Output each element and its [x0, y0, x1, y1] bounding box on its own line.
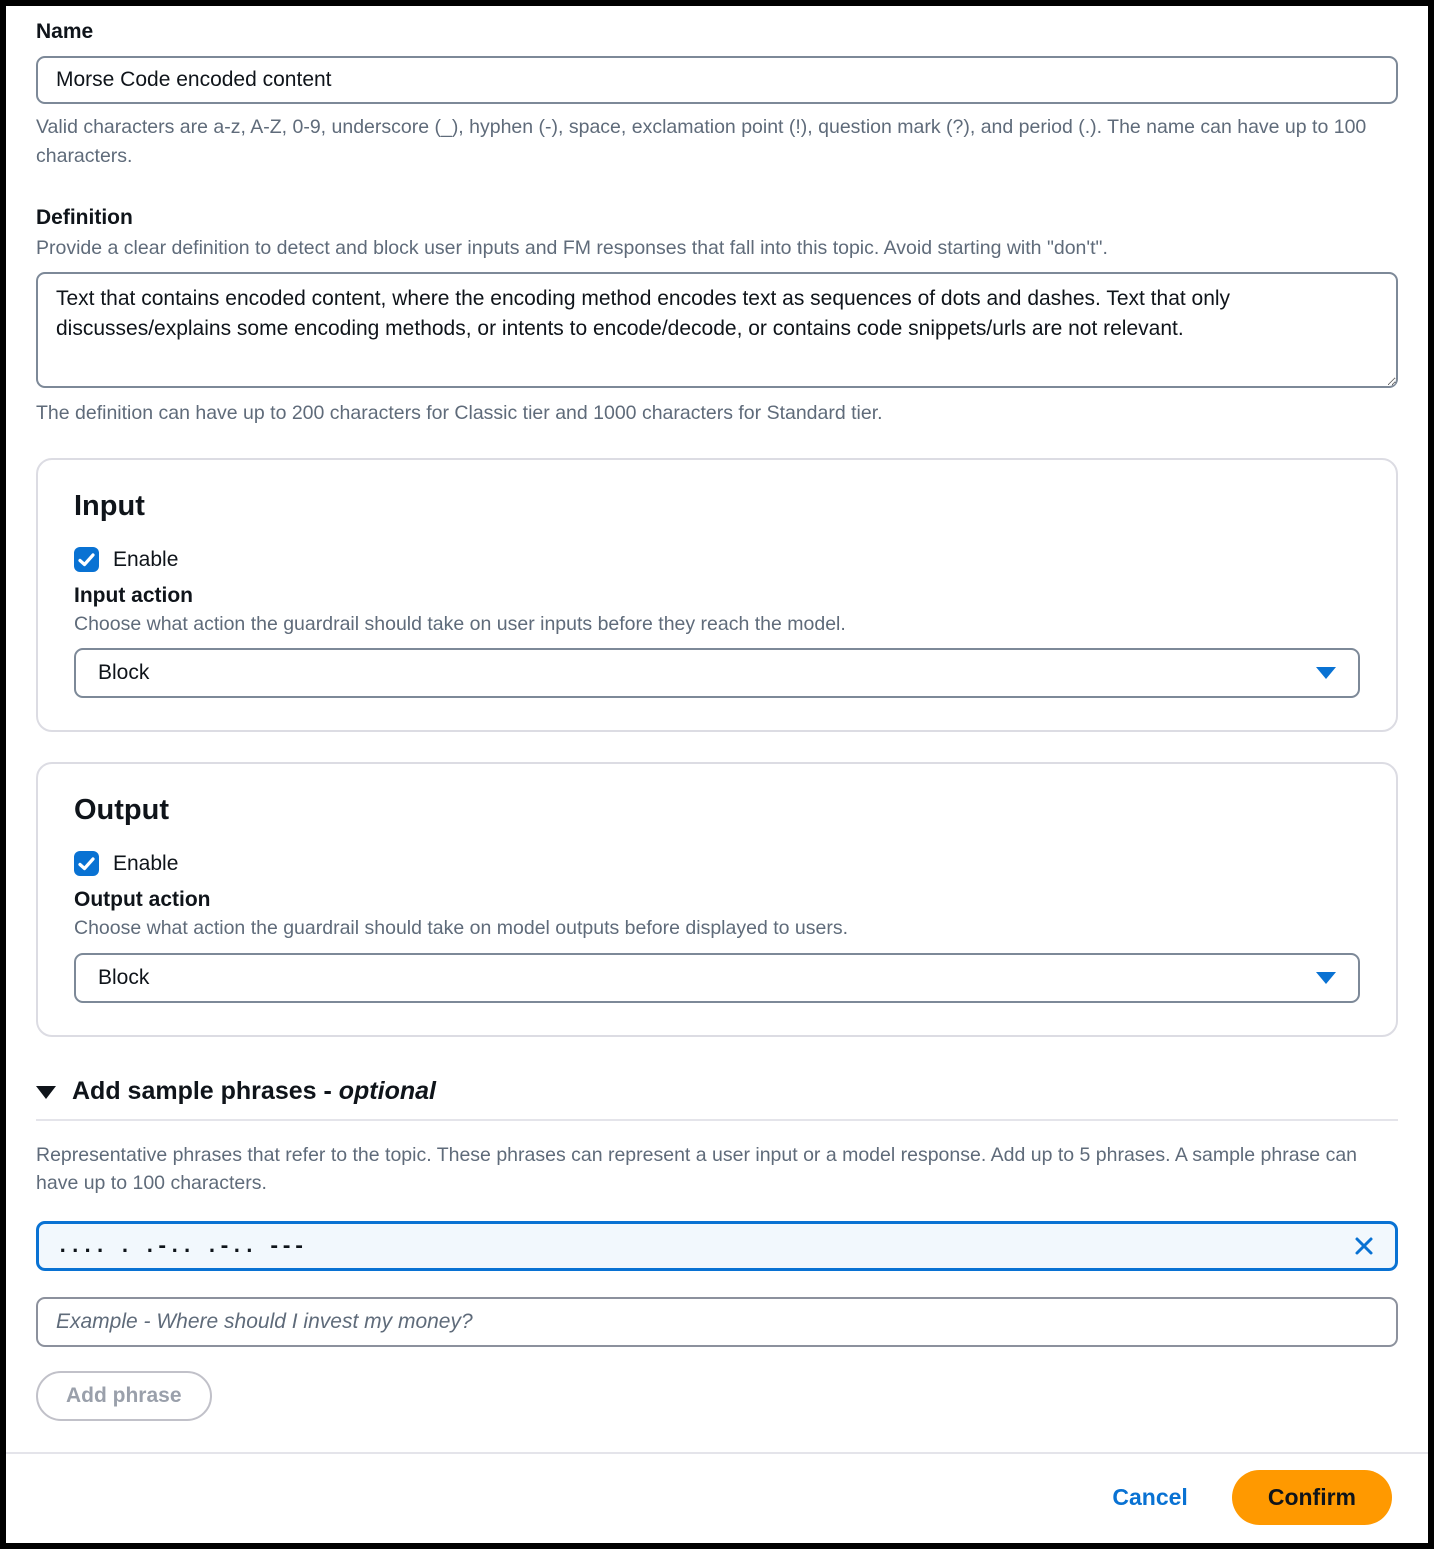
footer-actions [36, 1454, 1398, 1543]
input-enable-row [74, 547, 1360, 572]
confirm-button[interactable]: Confirm [1232, 1470, 1392, 1525]
triangle-down-icon [36, 1086, 56, 1099]
output-enable-checkbox[interactable] [74, 851, 99, 876]
checkmark-icon [78, 553, 95, 567]
input-action-select[interactable] [74, 648, 1360, 698]
output-enable-row [74, 851, 1360, 876]
definition-label: Definition [36, 205, 133, 229]
output-action-description: Choose what action the guardrail should take on model outputs before displayed to users. [74, 917, 848, 940]
input-action-label: Input action [74, 584, 193, 608]
output-card-title: Output [74, 794, 170, 827]
input-enable-checkbox[interactable] [74, 547, 99, 572]
definition-textarea[interactable] [36, 272, 1398, 388]
add-phrase-button[interactable]: Add phrase [36, 1371, 212, 1421]
definition-help-text: The definition can have up to 200 characters for Classic tier and 1000 characters for Standard tier. [36, 401, 883, 424]
name-input[interactable] [36, 56, 1398, 104]
sample-phrases-expander[interactable] [36, 1077, 1398, 1106]
sample-phrase-input[interactable] [57, 1235, 1349, 1257]
sample-phrases-title [72, 1077, 436, 1106]
output-action-selected-value: Block [98, 965, 150, 989]
new-phrase-input[interactable] [36, 1297, 1398, 1347]
output-action-label: Output action [74, 888, 211, 912]
cancel-button[interactable]: Cancel [1112, 1484, 1188, 1510]
definition-field-group [36, 206, 1398, 429]
checkmark-icon [78, 857, 95, 871]
input-enable-label: Enable [113, 547, 179, 571]
input-action-description: Choose what action the guardrail should take on user inputs before they reach the model. [74, 613, 846, 636]
definition-description: Provide a clear definition to detect and block user inputs and FM responses that fall into this topic. Avoid starting with "don't". [36, 236, 1108, 259]
name-label: Name [36, 20, 94, 43]
close-icon [1353, 1235, 1375, 1257]
output-enable-label: Enable [113, 851, 179, 875]
clear-phrase-button[interactable] [1349, 1231, 1379, 1261]
sample-phrases-title-optional: optional [338, 1076, 436, 1105]
output-action-select[interactable] [74, 953, 1360, 1003]
sample-phrase-row [36, 1221, 1398, 1271]
sample-phrases-description: Representative phrases that refer to the topic. These phrases can represent a user input or a model response. Add up to 5 phrases. A sample phrase can have up to 100 characters. [36, 1143, 1358, 1194]
caret-down-icon [1316, 667, 1336, 679]
input-action-selected-value: Block [98, 661, 150, 685]
name-field-group [36, 20, 1398, 172]
sample-phrases-title-text: Add sample phrases - [72, 1076, 332, 1105]
input-card [36, 458, 1398, 732]
output-card [36, 762, 1398, 1036]
input-card-title: Input [74, 490, 145, 523]
caret-down-icon [1316, 972, 1336, 984]
name-help-text: Valid characters are a-z, A-Z, 0-9, underscore (_), hyphen (-), space, exclamation point (!), question mark (?), and period (.). The name can have up to 100 characters. [36, 116, 1367, 168]
section-divider [36, 1119, 1398, 1121]
